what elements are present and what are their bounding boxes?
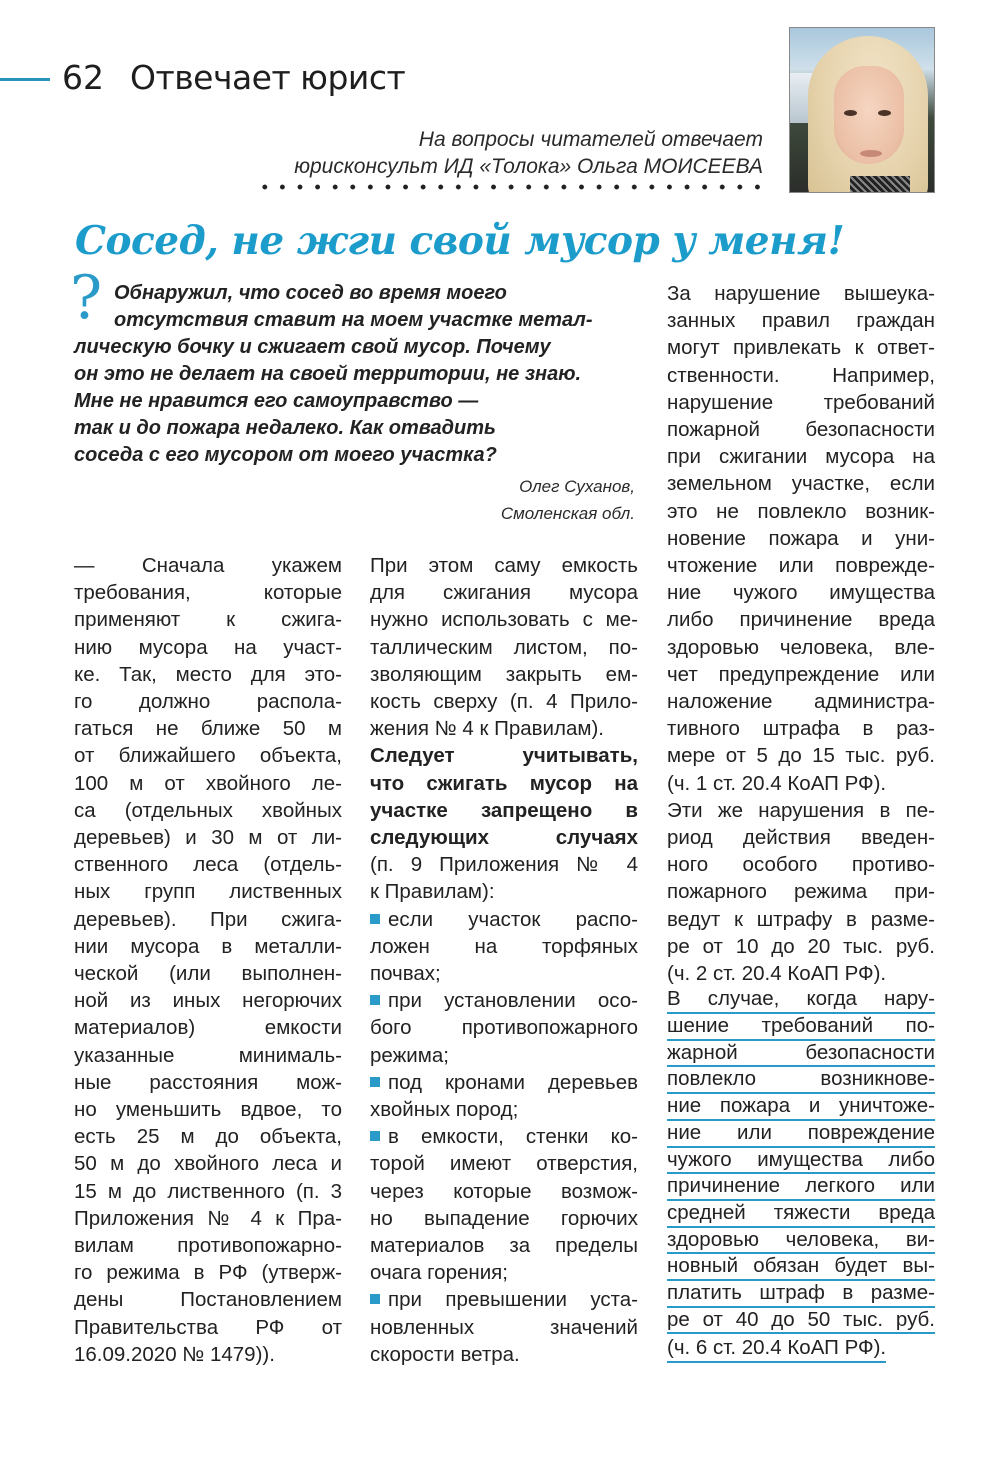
col2-emphasis-line: Следует учитывать, (370, 744, 638, 768)
col2-line: жения № 4 к Правилам). (370, 717, 604, 741)
col1-line: но уменьшить вдвое, то (74, 1098, 342, 1122)
dotted-divider (256, 182, 766, 192)
underlined-line: ние пожара и уничтоже- (667, 1094, 935, 1121)
page-number: 62 (62, 58, 104, 97)
bullet-item-line: через которые возмож- (370, 1179, 638, 1203)
col1-line: вилам противопожарно- (74, 1234, 342, 1258)
bullet-item-line: почвах; (370, 962, 441, 986)
col3-line: нарушение требований (667, 390, 935, 414)
col1-line: дены Постановлением (74, 1288, 342, 1312)
col1-line: указанные минималь- (74, 1043, 342, 1067)
answer-column-1 (74, 552, 342, 1368)
col3-line: ственности. Например, (667, 363, 935, 387)
header-accent-rule (0, 78, 50, 81)
col2-line: нужно использовать с ме- (370, 608, 638, 632)
col2-emphasis-line: что сжигать мусор на (370, 771, 638, 795)
photo-eye-right (878, 110, 891, 116)
bullet-text: в емкости, стенки ко- (388, 1125, 638, 1149)
col2-line: зволяющим закрыть ем- (370, 662, 638, 686)
col2-line: для сжигания мусора (370, 581, 638, 605)
bullet-item-line: материалов за пределы (370, 1234, 638, 1258)
col1-line: 15 м до лиственного (п. 3 (74, 1179, 342, 1203)
col2-line: кость сверху (п. 4 Прило- (370, 690, 638, 714)
bullet-item-line: бого противопожарного (370, 1016, 638, 1040)
underlined-line: платить штраф в разме- (667, 1281, 935, 1308)
bullet-text: при установлении осо- (388, 989, 638, 1013)
col1-line: деревьев). При сжига- (74, 907, 342, 931)
bullet-item-line (370, 1123, 638, 1150)
col1-line: гаться не ближе 50 м (74, 717, 342, 741)
underlined-line: средней тяжести вреда (667, 1201, 935, 1228)
col2-emphasis-line: следующих случаях (370, 826, 638, 850)
underlined-line: (ч. 6 ст. 20.4 КоАП РФ). (667, 1336, 886, 1363)
col3-line: чет предупреждение или (667, 662, 935, 686)
underlined-line: шение требований по- (667, 1014, 935, 1041)
question-line: так и до пожара недалеко. Как отвадить (74, 417, 496, 439)
square-bullet-icon (370, 1131, 380, 1141)
bullet-item-line (370, 906, 638, 933)
question-line: соседа с его мусором от моего участка? (74, 444, 497, 466)
col1-line: деревьев) и 30 м от ли- (74, 826, 342, 850)
bullet-item-line (370, 1069, 638, 1096)
square-bullet-icon (370, 1077, 380, 1087)
col3-line: ного особого противо- (667, 853, 935, 877)
col3-line: За нарушение вышеука- (667, 282, 935, 305)
bullet-item-line: режима; (370, 1043, 449, 1067)
col1-line: 100 м от хвойного ле- (74, 771, 342, 795)
col1-line: Правительства РФ от (74, 1315, 342, 1339)
question-line: Мне не нравится его самоуправство — (74, 390, 479, 412)
underlined-line: здоровью человека, ви- (667, 1228, 935, 1255)
square-bullet-icon (370, 995, 380, 1005)
byline (294, 126, 763, 180)
col3-line: ре от 10 до 20 тыс. руб. (667, 934, 935, 958)
answer-column-3 (667, 280, 935, 1363)
question-mark-icon: ? (70, 263, 103, 333)
col1-line: ческой (или выполнен- (74, 962, 342, 986)
col3-line: Эти же нарушения в пе- (667, 798, 935, 822)
bullet-text: при превышении уста- (388, 1288, 638, 1312)
underlined-line: жарной безопасности (667, 1041, 935, 1068)
byline-line-1: На вопросы читателей отвечает (418, 128, 763, 151)
col1-line: ных групп лиственных (74, 880, 342, 904)
square-bullet-icon (370, 1294, 380, 1304)
col3-line: риод действия введен- (667, 826, 935, 850)
col1-line: нию мусора на участ- (74, 635, 342, 659)
col3-line: ние чужого имущества (667, 581, 935, 605)
col1-line: применяют к сжига- (74, 608, 342, 632)
underlined-line: причинение легкого или (667, 1174, 935, 1201)
col1-line: от ближайшего объекта, (74, 744, 342, 768)
col2-line: (п. 9 Приложения № 4 (370, 853, 638, 877)
col3-line: ведут к штрафу в разме- (667, 907, 935, 931)
question-signature (501, 473, 635, 527)
bullet-item-line: очага горения; (370, 1261, 508, 1285)
underlined-line: чужого имущества либо (667, 1148, 935, 1175)
question-region: Смоленская обл. (500, 504, 635, 523)
square-bullet-icon (370, 914, 380, 924)
col3-line: наложение администра- (667, 690, 935, 714)
bullet-item-line: ложен на торфяных (370, 934, 638, 958)
col2-line: таллическим листом, по- (370, 635, 638, 659)
col1-line: го режима в РФ (утверж- (74, 1261, 342, 1285)
underlined-highlight (667, 987, 935, 1363)
col1-line: требования, которые (74, 581, 342, 605)
col3-line: при сжигании мусора на (667, 445, 935, 469)
photo-scarf (850, 176, 910, 193)
reader-question (74, 280, 644, 469)
col3-line: могут привлекать к ответ- (667, 336, 935, 360)
bullet-item-line (370, 987, 638, 1014)
question-line: он это не делает на своей территории, не знаю. (74, 363, 582, 385)
col1-line: го должно распола- (74, 690, 342, 714)
bullet-item-line: торой имеют отверстия, (370, 1152, 638, 1176)
question-line: Обнаружил, что сосед во время моего (114, 282, 507, 304)
bullet-text: если участок распо- (388, 907, 638, 931)
col1-line: есть 25 м до объекта, (74, 1125, 342, 1149)
photo-lips (860, 150, 882, 157)
byline-line-2: юрисконсульт ИД «Толока» Ольга МОИСЕЕВА (294, 155, 763, 178)
col3-line: новение пожара и уни- (667, 526, 935, 550)
bullet-item-line: новленных значений (370, 1315, 638, 1339)
underlined-line: ре от 40 до 50 тыс. руб. (667, 1308, 935, 1335)
col1-line: са (отдельных хвойных (74, 798, 342, 822)
col3-line: занных правил граждан (667, 309, 935, 333)
col1-line: — Сначала укажем (74, 554, 342, 577)
col2-line: При этом саму емкость (370, 554, 638, 577)
underlined-line: В случае, когда нару- (667, 987, 935, 1014)
col3-line: либо причинение вреда (667, 608, 935, 632)
col1-line: ке. Так, место для это- (74, 662, 342, 686)
col3-line: пожарного режима при- (667, 880, 935, 904)
col1-line: материалов) емкости (74, 1016, 342, 1040)
underlined-line: новный обязан будет вы- (667, 1254, 935, 1281)
col1-line: 50 м до хвойного леса и (74, 1152, 342, 1176)
author-photo (789, 27, 935, 193)
answer-column-2 (370, 552, 638, 1368)
col1-line: нии мусора в металли- (74, 934, 342, 958)
col3-line: это не повлекло возник- (667, 499, 935, 523)
col3-line: здоровью человека, вле- (667, 635, 935, 659)
bullet-item-line (370, 1286, 638, 1313)
bullet-item-line: хвойных пород; (370, 1098, 519, 1122)
question-author: Олег Суханов, (519, 477, 635, 496)
col2-line: к Правилам): (370, 880, 495, 904)
col1-line: ные расстояния мож- (74, 1070, 342, 1094)
section-title: Отвечает юрист (130, 58, 406, 97)
underlined-line: ние или повреждение (667, 1121, 935, 1148)
col3-line: мере от 5 до 15 тыс. руб. (667, 744, 935, 768)
col3-line: (ч. 1 ст. 20.4 КоАП РФ). (667, 771, 887, 795)
col3-line: пожарной безопасности (667, 418, 935, 442)
bullet-item-line: скорости ветра. (370, 1342, 520, 1366)
article-headline: Сосед, не жги свой мусор у меня! (75, 218, 845, 264)
question-line: лическую бочку и сжигает свой мусор. Почему (74, 336, 551, 358)
col2-emphasis-line: участке запрещено в (370, 798, 638, 822)
col1-line: Приложения № 4 к Пра- (74, 1206, 342, 1230)
bullet-text: под кронами деревьев (388, 1070, 638, 1094)
col3-line: (ч. 2 ст. 20.4 КоАП РФ). (667, 962, 887, 986)
underlined-line: повлекло возникнове- (667, 1067, 935, 1094)
question-line: отсутствия ставит на моем участке метал- (114, 309, 593, 331)
col3-line: тивного штрафа в раз- (667, 717, 935, 741)
col1-line: 16.09.2020 № 1479)). (74, 1342, 275, 1366)
col3-line: земельном участке, если (667, 472, 935, 496)
bullet-item-line: но выпадение горючих (370, 1206, 638, 1230)
photo-eye-left (844, 110, 857, 116)
col1-line: ственного леса (отдель- (74, 853, 342, 877)
col1-line: ной из иных негорючих (74, 989, 342, 1013)
col3-line: чтожение или поврежде- (667, 554, 935, 578)
